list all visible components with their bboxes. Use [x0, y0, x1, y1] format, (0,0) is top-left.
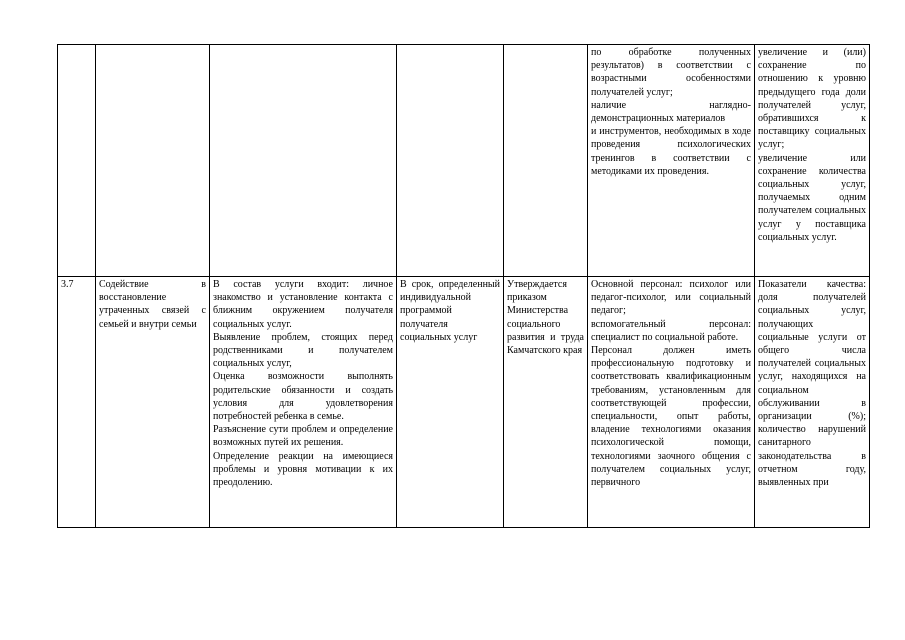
- table-row-continuation: [58, 45, 870, 277]
- cell-quality: [755, 45, 870, 277]
- cell-personnel: [588, 277, 755, 528]
- services-table: [57, 44, 870, 528]
- description-paragraph: Разъяснение сути проблем и определение возможных путей их решения.: [213, 424, 393, 449]
- table-row-3-7: [58, 277, 870, 528]
- personnel-paragraph: по обработке полученных результатов) в соответствии с возрастными особенностями получателей услуг;: [591, 47, 751, 98]
- description-paragraph: Оценка возможности выполнять родительские обязанности и создать условия для удовлетворения потребностей ребенка в семье.: [213, 371, 393, 423]
- description-paragraph: В состав услуги входит: личное знакомство и установление контакта с ближним окружением получателя социальных услуг.: [213, 279, 393, 330]
- cell-service-name: [96, 45, 210, 277]
- personnel-paragraph: наличие наглядно-демонстрационных материалов: [591, 99, 751, 125]
- cell-tariff: [504, 45, 588, 277]
- cell-personnel: [588, 45, 755, 277]
- cell-description: [210, 45, 397, 277]
- cell-tariff: Утверждается приказом Министерства социального развития и труда Камчатского края: [504, 277, 588, 528]
- cell-service-name: Содействие в восстановление утраченных связей с семьей и внутри семьи: [96, 277, 210, 528]
- cell-description: [210, 277, 397, 528]
- cell-term: В срок, определенный индивидуальной программой получателя социальных услуг: [397, 277, 504, 528]
- personnel-paragraph: Персонал должен иметь профессиональную подготовку и соответствовать квалификационным требованиям, установленным для соответствующей профессии, специальности, опыт работы, владение технологиями оказания психологической помощи, технологиями заочного общения с получателем социальных услуг, первичного: [591, 345, 751, 489]
- personnel-paragraph: Основной персонал: психолог или педагог-психолог, или социальный педагог;: [591, 279, 751, 317]
- quality-paragraph: увеличение и (или) сохранение по отношению к уровню предыдущего года доли получателей услуг, обратившихся к поставщику социальных услуг;: [758, 47, 866, 151]
- cell-quality: Показатели качества: доля получателей социальных услуг, получающих социальные услуги от общего числа получателей социальных услуг, находящихся на социальном обслуживании в организации (%); количество нарушений санитарного законодательства в отчетном году, выявленных при: [755, 277, 870, 528]
- description-paragraph: Определение реакции на имеющиеся проблемы и уровня мотивации к их преодолению.: [213, 450, 393, 489]
- cell-term: [397, 45, 504, 277]
- personnel-paragraph: вспомогательный персонал: специалист по социальной работе.: [591, 318, 751, 343]
- cell-number: 3.7: [58, 277, 96, 528]
- quality-paragraph: увеличение или сохранение количества социальных услуг, получаемых одним получателем социальных услуг у поставщика социальных услуг.: [758, 152, 866, 243]
- description-paragraph: Выявление проблем, стоящих перед родственниками и получателем социальных услуг,: [213, 331, 393, 370]
- cell-number: [58, 45, 96, 277]
- personnel-paragraph: и инструментов, необходимых в ходе проведения психологических тренингов в соответствии с методиками их проведения.: [591, 126, 751, 177]
